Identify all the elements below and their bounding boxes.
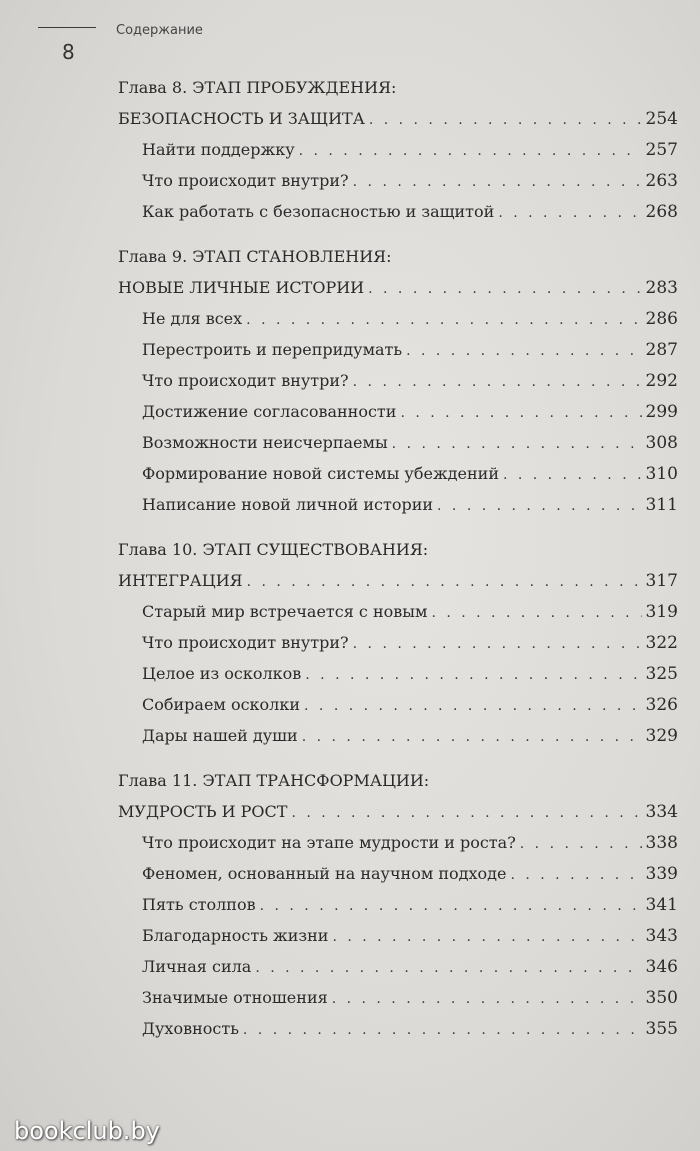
toc-entry[interactable]	[0, 889, 678, 920]
toc-entry[interactable]	[0, 458, 678, 489]
page-ref: 339	[645, 864, 678, 884]
page-ref: 317	[645, 571, 678, 591]
dot-leader	[243, 1015, 642, 1046]
toc-entry-label: Собираем осколки	[142, 695, 301, 714]
dot-leader	[400, 398, 641, 429]
chapter-title-line: Глава 10. ЭТАП СУЩЕСТВОВАНИЯ:	[118, 540, 429, 559]
watermark: bookclub.by	[14, 1117, 160, 1145]
toc-entry[interactable]	[0, 134, 678, 165]
toc-entry-label: Целое из осколков	[142, 664, 302, 683]
dot-leader	[246, 305, 641, 336]
page-ref: 346	[645, 957, 678, 977]
dot-leader	[291, 798, 641, 829]
chapter-subtitle-entry[interactable]	[0, 272, 678, 303]
toc-entry-label: Как работать с безопасностью и защитой	[142, 202, 495, 221]
dot-leader	[392, 429, 642, 460]
toc-entry[interactable]	[0, 334, 678, 365]
chapter-title	[0, 72, 678, 103]
chapter-title	[0, 534, 678, 565]
page-number: 8	[62, 40, 75, 64]
toc-entry[interactable]	[0, 396, 678, 427]
dot-leader	[498, 198, 641, 229]
toc-entry-label: Перестроить и перепридумать	[142, 340, 403, 359]
dot-leader	[332, 984, 642, 1015]
dot-leader	[510, 860, 641, 891]
toc-entry-label: Достижение согласованности	[142, 402, 397, 421]
chapter-subtitle: НОВЫЕ ЛИЧНЫЕ ИСТОРИИ	[118, 278, 365, 297]
dot-leader	[255, 953, 641, 984]
dot-leader	[302, 722, 642, 753]
dot-leader	[299, 136, 642, 167]
toc-entry[interactable]	[0, 596, 678, 627]
toc-entry-label: Феномен, основанный на научном подходе	[142, 864, 507, 883]
chapter-title-line: Глава 9. ЭТАП СТАНОВЛЕНИЯ:	[118, 247, 392, 266]
chapter-title	[0, 241, 678, 272]
toc-entry-label: Старый мир встречается с новым	[142, 602, 428, 621]
toc-entry[interactable]	[0, 689, 678, 720]
dot-leader	[503, 460, 642, 491]
toc-entry[interactable]	[0, 658, 678, 689]
dot-leader	[406, 336, 641, 367]
page-ref: 299	[645, 402, 678, 422]
chapter-block	[0, 72, 700, 227]
dot-leader	[353, 167, 642, 198]
toc-entry[interactable]	[0, 196, 678, 227]
header-rule	[38, 27, 96, 28]
toc-entry-label: Найти поддержку	[142, 140, 295, 159]
toc-entry-label: Дары нашей души	[142, 726, 298, 745]
toc-entry[interactable]	[0, 858, 678, 889]
page-ref: 263	[645, 171, 678, 191]
page-ref: 350	[645, 988, 678, 1008]
section-header: Содержание	[116, 23, 203, 38]
dot-leader	[260, 891, 642, 922]
toc-entry-label: Что происходит внутри?	[142, 371, 349, 390]
page-ref: 343	[645, 926, 678, 946]
dot-leader	[353, 367, 642, 398]
page-ref: 355	[645, 1019, 678, 1039]
toc-entry[interactable]	[0, 427, 678, 458]
page-ref: 287	[645, 340, 678, 360]
page-ref: 254	[645, 109, 678, 129]
dot-leader	[431, 598, 641, 629]
dot-leader	[247, 567, 642, 598]
toc-entry-label: Что происходит внутри?	[142, 171, 349, 190]
toc-entry-label: Благодарность жизни	[142, 926, 329, 945]
page-ref: 322	[645, 633, 678, 653]
toc-entry[interactable]	[0, 920, 678, 951]
page-ref: 311	[645, 495, 678, 515]
chapter-title-line: Глава 8. ЭТАП ПРОБУЖДЕНИЯ:	[118, 78, 397, 97]
dot-leader	[520, 829, 642, 860]
page-ref: 286	[645, 309, 678, 329]
page-ref: 292	[645, 371, 678, 391]
chapter-subtitle-entry[interactable]	[0, 103, 678, 134]
chapter-subtitle-entry[interactable]	[0, 565, 678, 596]
toc-entry[interactable]	[0, 303, 678, 334]
toc-entry-label: Не для всех	[142, 309, 243, 328]
chapter-subtitle: БЕЗОПАСНОСТЬ И ЗАЩИТА	[118, 109, 365, 128]
toc-entry[interactable]	[0, 951, 678, 982]
chapter-subtitle: МУДРОСТЬ И РОСТ	[118, 802, 288, 821]
dot-leader	[305, 660, 641, 691]
chapter-subtitle-entry[interactable]	[0, 796, 678, 827]
toc-entry-label: Пять столпов	[142, 895, 256, 914]
chapter-title	[0, 765, 678, 796]
page-ref: 334	[645, 802, 678, 822]
dot-leader	[437, 491, 642, 522]
page-ref: 308	[645, 433, 678, 453]
chapter-block	[0, 765, 700, 1044]
toc-entry-label: Написание новой личной истории	[142, 495, 434, 514]
page-ref: 283	[645, 278, 678, 298]
toc-entry-label: Что происходит на этапе мудрости и роста?	[142, 833, 516, 852]
toc-entry[interactable]	[0, 1013, 678, 1044]
page-ref: 326	[645, 695, 678, 715]
dot-leader	[368, 274, 641, 305]
page-ref: 329	[645, 726, 678, 746]
page-ref: 257	[645, 140, 678, 160]
toc-entry-label: Формирование новой системы убеждений	[142, 464, 499, 483]
chapter-block	[0, 241, 700, 520]
page-ref: 268	[645, 202, 678, 222]
page-ref: 319	[645, 602, 678, 622]
toc-entry-label: Личная сила	[142, 957, 252, 976]
toc-entry-label: Значимые отношения	[142, 988, 328, 1007]
toc-entry[interactable]	[0, 365, 678, 396]
page-ref: 310	[645, 464, 678, 484]
toc-entry[interactable]	[0, 627, 678, 658]
dot-leader	[353, 629, 642, 660]
chapter-subtitle: ИНТЕГРАЦИЯ	[118, 571, 243, 590]
toc-entry-label: Духовность	[142, 1019, 239, 1038]
toc-entry[interactable]	[0, 720, 678, 751]
toc-entry-label: Возможности неисчерпаемы	[142, 433, 388, 452]
page-ref: 338	[645, 833, 678, 853]
table-of-contents	[0, 72, 700, 1058]
page-ref: 341	[645, 895, 678, 915]
dot-leader	[369, 105, 642, 136]
dot-leader	[304, 691, 642, 722]
dot-leader	[332, 922, 641, 953]
toc-entry[interactable]	[0, 489, 678, 520]
chapter-title-line: Глава 11. ЭТАП ТРАНСФОРМАЦИИ:	[118, 771, 430, 790]
page-ref: 325	[645, 664, 678, 684]
toc-entry[interactable]	[0, 982, 678, 1013]
toc-entry[interactable]	[0, 165, 678, 196]
chapter-block	[0, 534, 700, 751]
toc-entry[interactable]	[0, 827, 678, 858]
toc-entry-label: Что происходит внутри?	[142, 633, 349, 652]
